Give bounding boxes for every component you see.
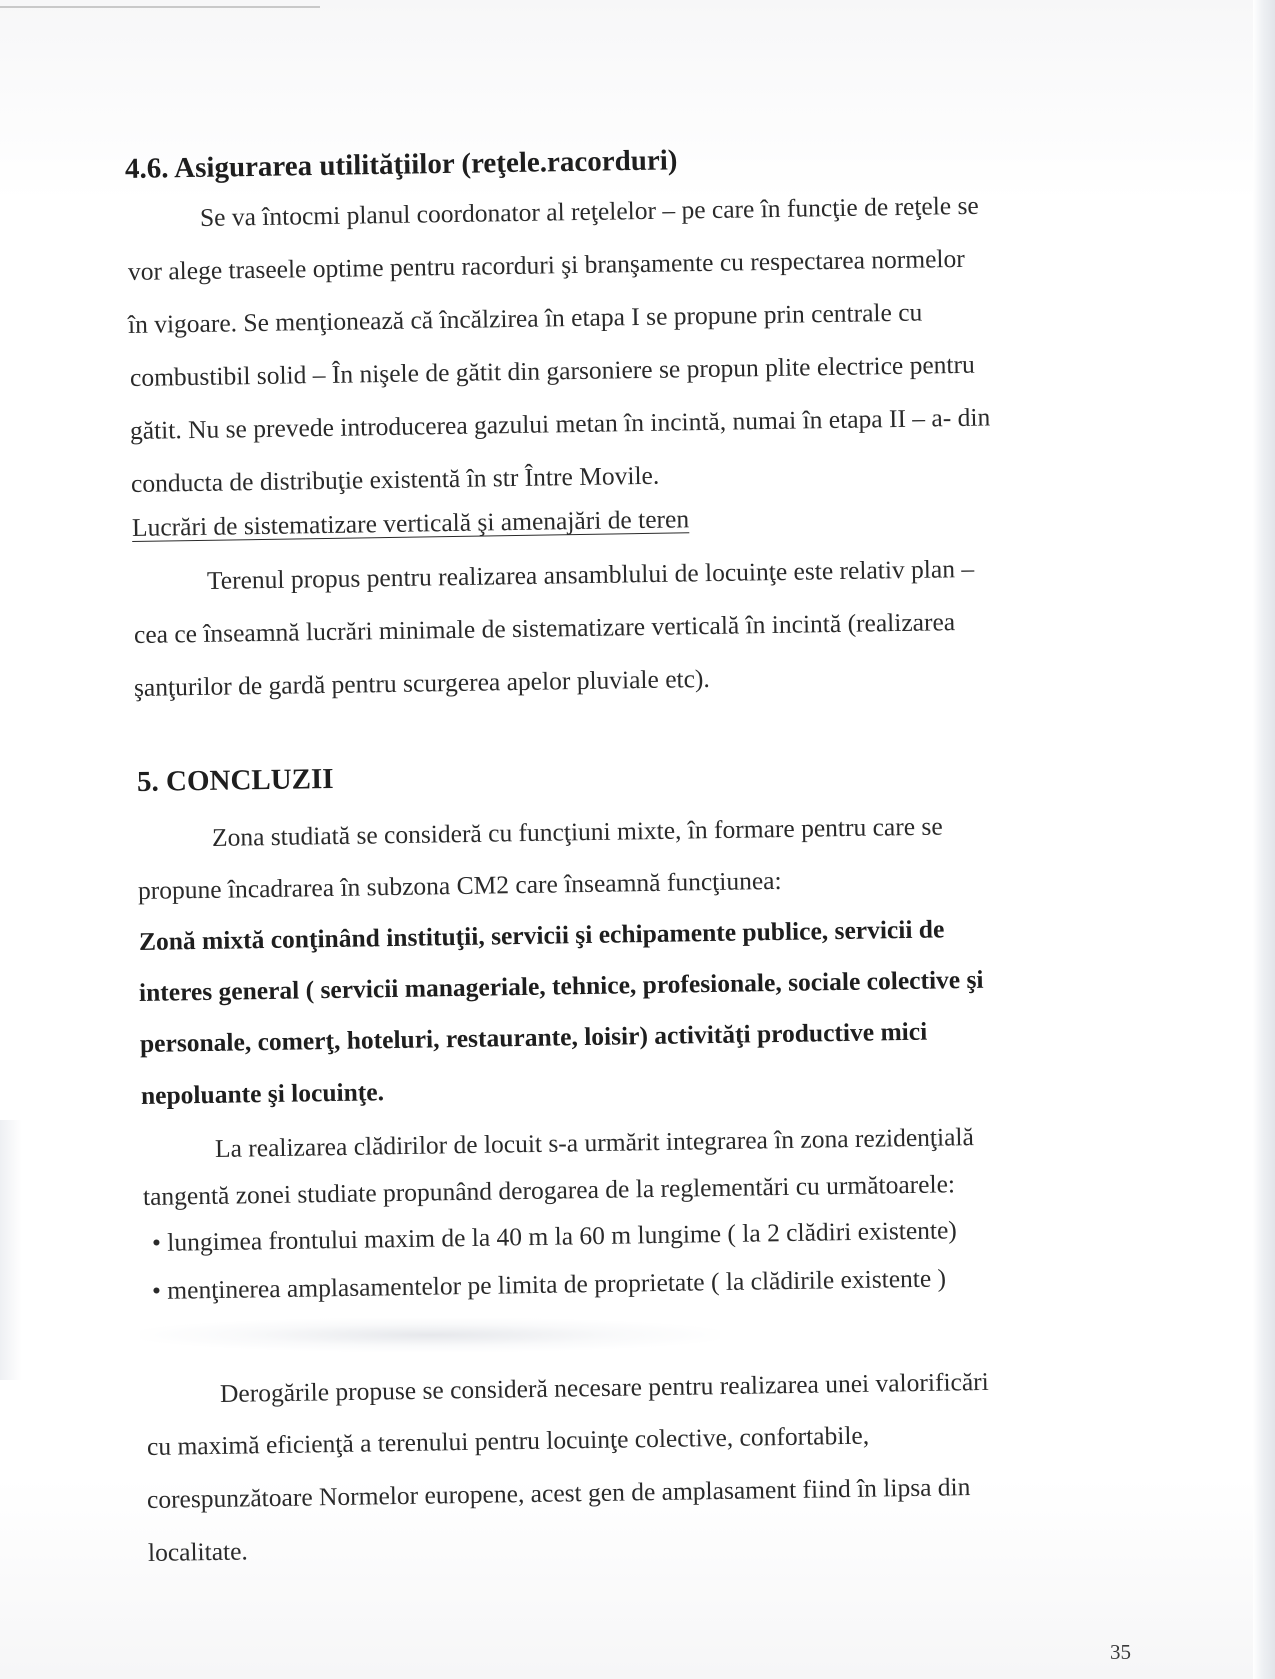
bullet-item: • menţinerea amplasamentelor pe limita de proprietate ( la clădirile existente )	[151, 1263, 947, 1305]
page-number: 35	[1110, 1640, 1131, 1664]
paragraph-line: şanţurilor de gardă pentru scurgerea apelor pluviale etc).	[133, 663, 711, 702]
top-rule	[0, 6, 320, 8]
subheading-sistematizare: Lucrări de sistematizare verticală şi amenajări de teren	[131, 504, 690, 542]
scan-smudge	[140, 1318, 720, 1352]
paragraph-line: localitate.	[147, 1536, 249, 1567]
paragraph-line: cea ce înseamnă lucrări minimale de sistematizare verticală în incintă (realizarea	[133, 607, 956, 649]
bold-paragraph-line: nepoluante şi locuinţe.	[140, 1077, 385, 1110]
section-heading-4-6: 4.6. Asigurarea utilităţiilor (reţele.racorduri)	[124, 144, 678, 185]
paragraph-line: corespunzătoare Normelor europene, acest gen de amplasament fiind în lipsa din	[146, 1472, 971, 1514]
paragraph-line: combustibil solid – În nişele de gătit din garsoniere se propun plite electrice pentru	[129, 349, 975, 392]
paragraph-line: în vigoare. Se menţionează că încălzirea în etapa I se propune prin centrale cu	[127, 297, 923, 339]
paragraph-line: Terenul propus pentru realizarea ansamblului de locuinţe este relativ plan –	[206, 553, 975, 595]
bold-paragraph-line: Zonă mixtă conţinând instituţii, servicii şi echipamente publice, servicii de	[138, 914, 945, 956]
paragraph-line: Derogările propuse se consideră necesare pentru realizarea unei valorificări	[219, 1366, 989, 1408]
paragraph-line: Zona studiată se consideră cu funcţiuni mixte, în formare pentru care se	[211, 811, 943, 852]
paragraph-line: La realizarea clădirilor de locuit s-a urmărit integrarea în zona rezidenţială	[214, 1122, 975, 1163]
scan-edge-shadow	[1253, 0, 1275, 1679]
bullet-item: • lungimea frontului maxim de la 40 m la 60 m lungime ( la 2 clădiri existente)	[151, 1215, 958, 1257]
paragraph-line: gătit. Nu se prevede introducerea gazului metan în incintă, numai în etapa II – a- din	[129, 402, 991, 445]
bold-paragraph-line: personale, comerţ, hoteluri, restaurante, loisir) activităţi productive mici	[139, 1016, 928, 1058]
paragraph-line: Se va întocmi planul coordonator al reţelelor – pe care în funcţie de reţele se	[199, 190, 979, 232]
paragraph-line: vor alege traseele optime pentru racorduri şi branşamente cu respectarea normelor	[127, 243, 965, 286]
paragraph-line: tangentă zonei studiate propunând derogarea de la reglementări cu următoarele:	[142, 1169, 956, 1211]
section-heading-5: 5. CONCLUZII	[136, 762, 334, 798]
bold-paragraph-line: interes general ( servicii manageriale, tehnice, profesionale, sociale colective şi	[138, 964, 984, 1007]
paragraph-line: cu maximă eficienţă a terenului pentru locuinţe colective, confortabile,	[146, 1420, 870, 1461]
paragraph-line: propune încadrarea în subzona CM2 care înseamnă funcţiunea:	[137, 865, 782, 905]
paragraph-line: conducta de distribuţie existentă în str Între Movile.	[130, 460, 660, 498]
scan-left-shadow	[0, 1120, 22, 1380]
